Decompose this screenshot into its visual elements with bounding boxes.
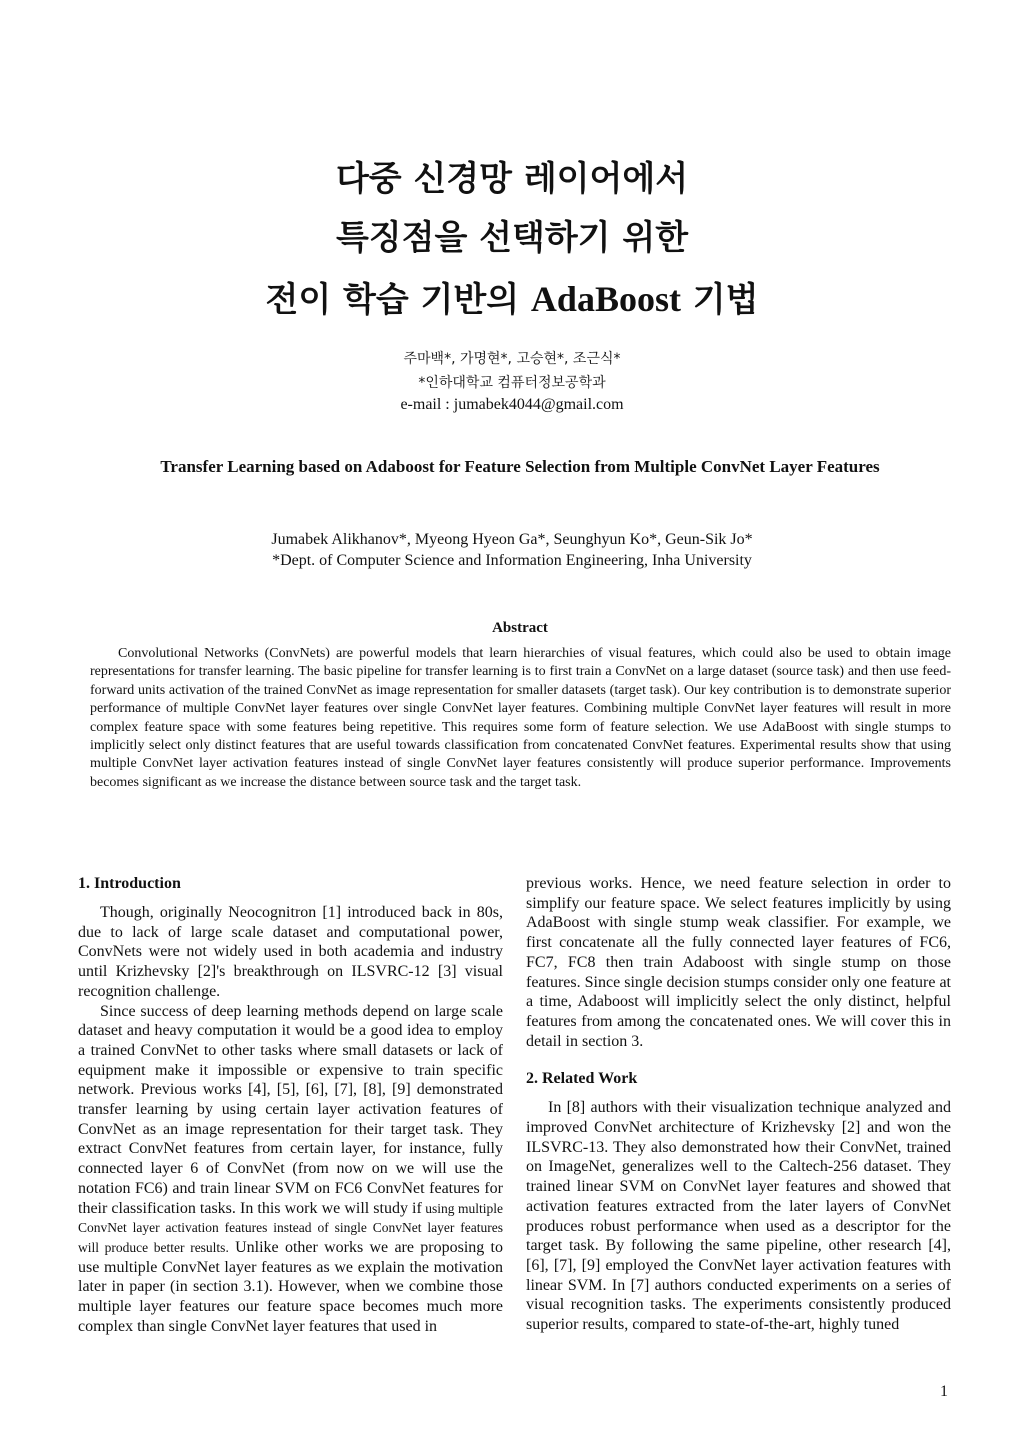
korean-title-adaboost: AdaBoost: [530, 279, 681, 319]
introduction-paragraph-2-b: Unlike other works we are proposing to use multiple ConvNet layer features as we explain the motivation later in paper (in section 3.1). However, when we combine those multiple layer features our feature space becomes much more complex than single ConvNet layer features that used in: [78, 1238, 503, 1335]
email: e-mail : jumabek4044@gmail.com: [400, 396, 624, 413]
korean-title-line-3: [0, 279, 1024, 320]
korean-affiliation: *인하대학교 컴퓨터정보공학과: [418, 375, 606, 391]
introduction-paragraph-1: Though, originally Neocognitron [1] introduced back in 80s, due to lack of large scale dataset and computational power, ConvNets were not widely used in both academia and industry until Krizhevsky [2]'s breakthrough on ILSVRC-12 [3] visual recognition challenge.: [78, 904, 503, 1000]
korean-title-line-3-suffix: 기법: [680, 280, 759, 320]
left-column: [78, 874, 503, 1336]
korean-authors: 주마백*, 가명현*, 고승현*, 조근식*: [403, 351, 621, 367]
english-authors: Jumabek Alikhanov*, Myeong Hyeon Ga*, Seunghyun Ko*, Geun-Sik Jo*: [271, 531, 753, 548]
abstract-heading: Abstract: [492, 620, 548, 636]
korean-title-line-3-prefix: 전이 학습 기반의: [265, 280, 531, 320]
page-number: 1: [940, 1383, 948, 1400]
abstract-body: Convolutional Networks (ConvNets) are powerful models that learn hierarchies of visual features, which could also be used to obtain image representations for transfer learning. The basic pipeline for transfer learning is to first train a ConvNet on a large dataset (source task) and then use feed-forward units activation of the trained ConvNet as image representation for smaller datasets (target task). Our key contribution is to demonstrate superior performance of multiple ConvNet layer features over single ConvNet layer features. Combining multiple ConvNet layer features will result in more complex feature space with some features being repetitive. This requires some form of feature selection. We use AdaBoost with single stumps to implicitly select only distinct features that are useful towards classification from concatenated ConvNet features. Experimental results show that using multiple ConvNet layer activation features instead of single ConvNet layer features consistently will produce superior performance. Improvements becomes significant as we increase the distance between source task and the target task.: [90, 646, 951, 790]
intro-continuation-paragraph: previous works. Hence, we need feature selection in order to simplify our feature space. We select features implicitly by using AdaBoost with single stump weak classifier. For example, we first concatenate all the fully connected layer features of FC6, FC7, FC8 then train Adaboost with single stump on those features. Since single decision stumps consider only one feature at a time, Adaboost will implicitly select the only distinct, helpful features from among the concatenated ones. We will cover this in detail in section 3.: [526, 875, 951, 1050]
introduction-paragraph-2: [78, 1002, 503, 1337]
english-affiliation: *Dept. of Computer Science and Information Engineering, Inha University: [272, 552, 752, 569]
korean-title-line-1: 다중 신경망 레이어에서: [335, 159, 689, 199]
related-work-paragraph: In [8] authors with their visualization technique analyzed and improved ConvNet architecture of Krizhevsky [2] and won the ILSVRC-13. They also demonstrated how their ConvNet, trained on ImageNet, generalizes well to the Caltech-256 dataset. They trained linear SVM on ConvNet layer features and showed that activation features extracted from the later layers of ConvNet produces robust performance when used as a descriptor for the target task. By following the same pipeline, other research [4], [6], [7], [9] employed the ConvNet layer activation features with linear SVM. In [7] authors conducted experiments on a series of visual recognition tasks. The experiments consistently produced superior results, compared to state-of-the-art, highly tuned: [526, 1099, 951, 1334]
related-work-heading: 2. Related Work: [526, 1070, 638, 1088]
korean-title-line-2: 특징점을 선택하기 위한: [335, 218, 689, 258]
introduction-paragraph-2-a: Since success of deep learning methods depend on large scale dataset and heavy computation it would be a good idea to employ a trained ConvNet to other tasks where small datasets or lack of equipment make it impossible or expensive to train specific network. Previous works [4], [5], [6], [7], [8], [9] demonstrated transfer learning by using certain layer activation features of ConvNet as an image representation for their target task. They extract ConvNet features from certain layer, for instance, fully connected layer 6 of ConvNet (from now on we will use the notation FC6) and train linear SVM on FC6 ConvNet features for their classification tasks. In this work we will study if: [78, 1002, 503, 1217]
right-column: [526, 874, 951, 1335]
english-title: Transfer Learning based on Adaboost for Feature Selection from Multiple ConvNet Layer Features: [160, 457, 880, 476]
introduction-heading: 1. Introduction: [78, 875, 181, 892]
introduction-paragraph-2-small: using multiple ConvNet layer activation features instead of single ConvNet layer features will produce better results.: [78, 1200, 503, 1255]
